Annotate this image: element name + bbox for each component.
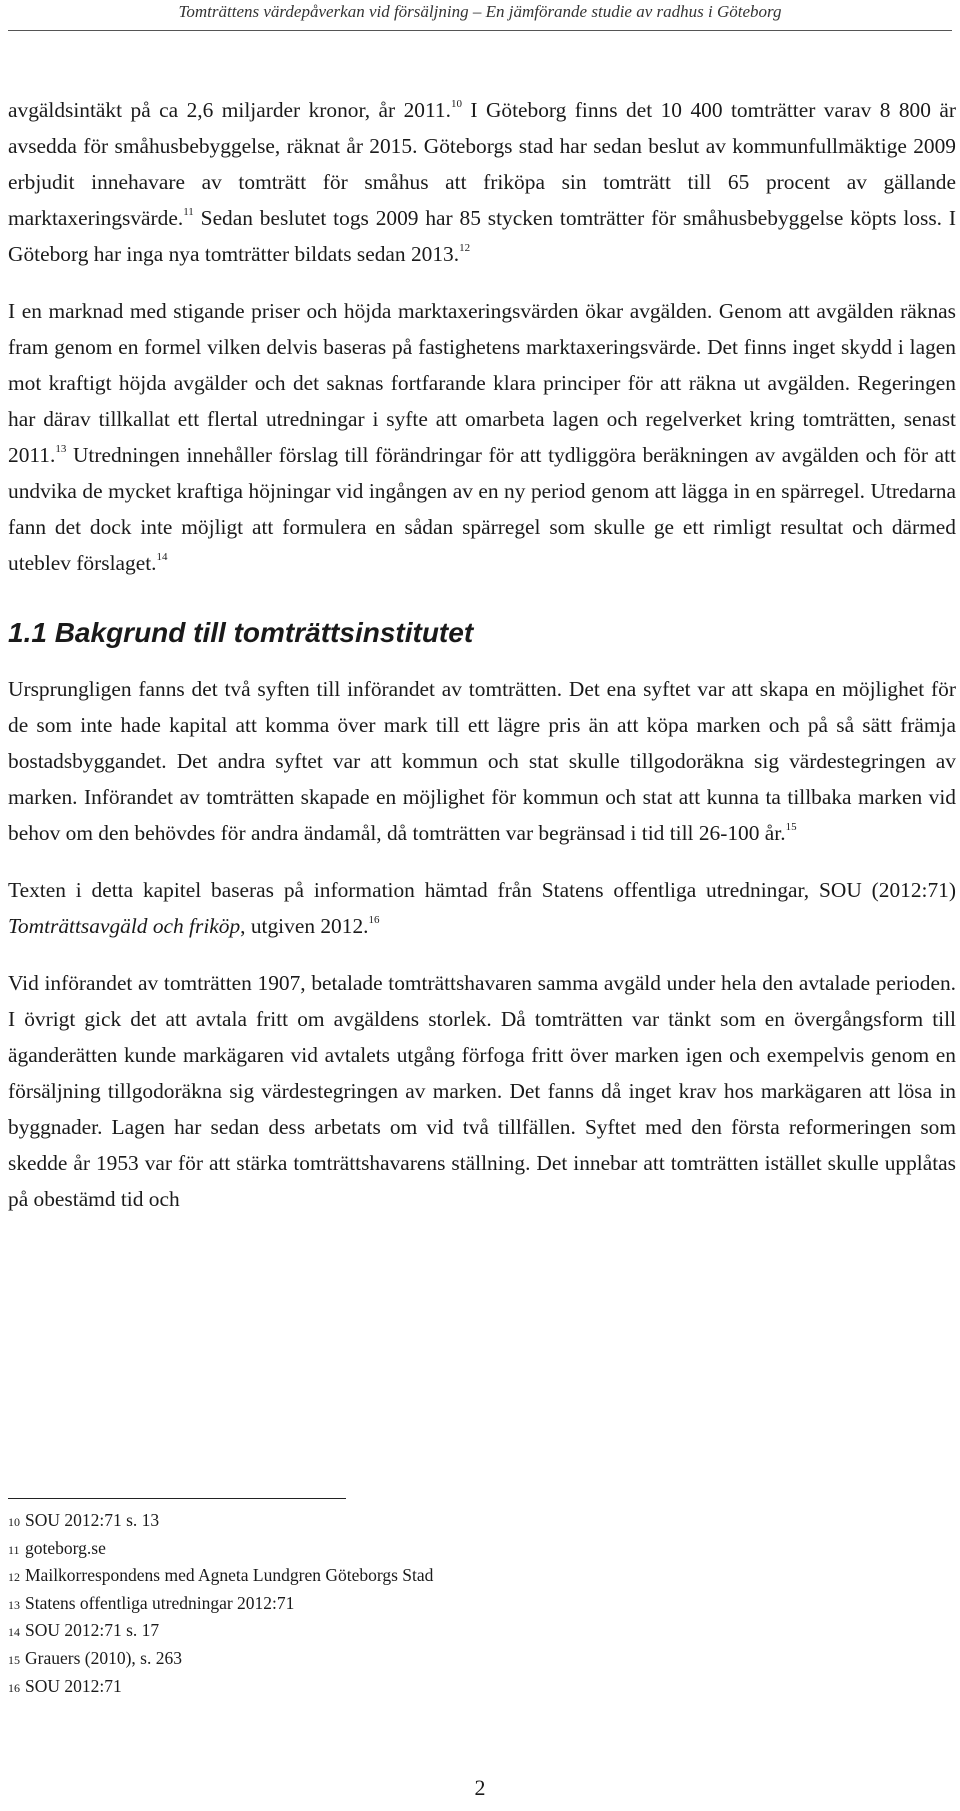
footnote-number: 14 (8, 1625, 20, 1640)
footnote-number: 13 (8, 1597, 20, 1612)
footnote-number: 15 (8, 1652, 20, 1667)
footnote-ref-12[interactable]: 12 (459, 242, 471, 254)
footnote-item (8, 1618, 708, 1646)
paragraph-text: , utgiven 2012. (240, 914, 369, 938)
paragraph-text: Utredningen innehåller förslag till förändringar för att tydliggöra beräkningen av avgälden och för att undvika de mycket kraftiga höjningar vid ingången av en ny period genom att lägga in en spärregel. Utredarna fann det dock inte möjligt att formulera en sådan spärregel som skulle ge ett rimligt resultat och därmed uteblev förslaget. (8, 443, 956, 575)
footnote-item (8, 1563, 708, 1591)
footnote-number: 12 (8, 1570, 20, 1585)
footnote-number: 16 (8, 1680, 20, 1695)
footnote-item (8, 1646, 708, 1674)
section-paragraph-1 (8, 671, 956, 851)
section-paragraph-3 (8, 965, 956, 1217)
footnote-ref-10[interactable]: 10 (450, 98, 462, 110)
paragraph-text: avgäldsintäkt på ca 2,6 miljarder kronor, år 2011. (8, 98, 451, 122)
paragraph-1 (8, 92, 956, 272)
footnotes-list (8, 1508, 708, 1701)
section-heading: 1.1 Bakgrund till tomträttsinstitutet (8, 617, 474, 648)
footnote-text: goteborg.se (25, 1537, 106, 1558)
paragraph-2 (8, 293, 956, 581)
footnote-item (8, 1591, 708, 1619)
page-number: 2 (474, 1775, 486, 1800)
paragraph-text: I en marknad med stigande priser och höjda marktaxeringsvärden ökar avgälden. Genom att avgälden räknas fram genom en formel vilken delvis baseras på fastighetens marktaxeringsvärde. Det finns inget skydd i lagen mot kraftigt höjda avgälder och det saknas fortfarande klara principer för att räkna ut avgälden. Regeringen har därav tillkallat ett flertal utredningar i syfte att omarbeta lagen och regelverket kring tomträtten, senast 2011. (8, 299, 956, 467)
footnote-ref-11[interactable]: 11 (183, 206, 194, 218)
publication-title: Tomträttsavgäld och friköp (8, 914, 241, 938)
section-paragraph-2 (8, 872, 956, 944)
running-header: Tomträttens värdepåverkan vid försäljning – En jämförande studie av radhus i Göteborg (178, 2, 782, 21)
paragraph-text: I Göteborg finns det 10 400 tomträtter varav 8 800 är avsedda för småhusbebyggelse, räknat år 2015. Göteborgs stad har sedan beslut av kommunfullmäktige 2009 erbjudit innehavare av tomträtt för småhus att friköpa sin tomträtt till 65 procent av gällande marktaxeringsvärde. (8, 98, 956, 230)
header-divider (8, 30, 952, 31)
paragraph-text: Sedan beslutet togs 2009 har 85 stycken tomträtter för småhusbebyggelse köpts loss. I Göteborg har inga nya tomträtter bildats sedan 2013. (8, 206, 956, 266)
footnote-text: SOU 2012:71 s. 17 (25, 1620, 160, 1641)
footnote-text: Mailkorrespondens med Agneta Lundgren Göteborgs Stad (25, 1565, 434, 1586)
footnote-text: SOU 2012:71 (25, 1675, 122, 1696)
footnote-item (8, 1536, 708, 1564)
paragraph-text: Ursprungligen fanns det två syften till införandet av tomträtten. Det ena syftet var att skapa en möjlighet för de som inte hade kapital att komma över mark till ett lägre pris än att köpa marken och på så sätt främja bostadsbyggandet. Det andra syftet var att kommun och stat skulle tillgodoräkna sig värdestegringen av marken. Införandet av tomträtten skapade en möjlighet för kommun och stat att kunna ta tillbaka marken vid behov om den behövdes för andra ändamål, då tomträtten var begränsad i tid till 26-100 år. (8, 677, 956, 845)
footnote-ref-16[interactable]: 16 (368, 914, 380, 926)
paragraph-text: Texten i detta kapitel baseras på information hämtad från Statens offentliga utredningar, SOU (2012:71) (8, 878, 956, 902)
footnote-number: 11 (8, 1542, 20, 1557)
paragraph-text: Vid införandet av tomträtten 1907, betalade tomträttshavaren samma avgäld under hela den avtalade perioden. I övrigt gick det att avtala fritt om avgäldens storlek. Då tomträtten var tänkt som en övergångsform till äganderätten kunde markägaren vid avtalets utgång förfoga fritt över marken igen och exempelvis genom en försäljning tillgodoräkna sig värdestegringen av marken. Det fanns då inget krav hos markägaren att lösa in byggnader. Lagen har sedan dess arbetats om vid två tillfällen. Syftet med den första reformeringen som skedde år 1953 var för att stärka tomträttshavarens ställning. Det innebar att tomträtten istället skulle upplåtas på obestämd tid och (8, 971, 956, 1211)
footnote-text: SOU 2012:71 s. 13 (25, 1510, 160, 1530)
footnote-divider (8, 1498, 346, 1499)
footnote-text: Grauers (2010), s. 263 (25, 1647, 182, 1668)
footnote-ref-15[interactable]: 15 (785, 821, 797, 833)
page-body (8, 92, 956, 1238)
footnote-item (8, 1508, 708, 1536)
footnote-ref-13[interactable]: 13 (55, 443, 67, 455)
footnote-number: 10 (8, 1515, 20, 1529)
footnote-item (8, 1674, 708, 1702)
footnote-ref-14[interactable]: 14 (156, 551, 168, 563)
footnote-text: Statens offentliga utredningar 2012:71 (25, 1592, 295, 1613)
